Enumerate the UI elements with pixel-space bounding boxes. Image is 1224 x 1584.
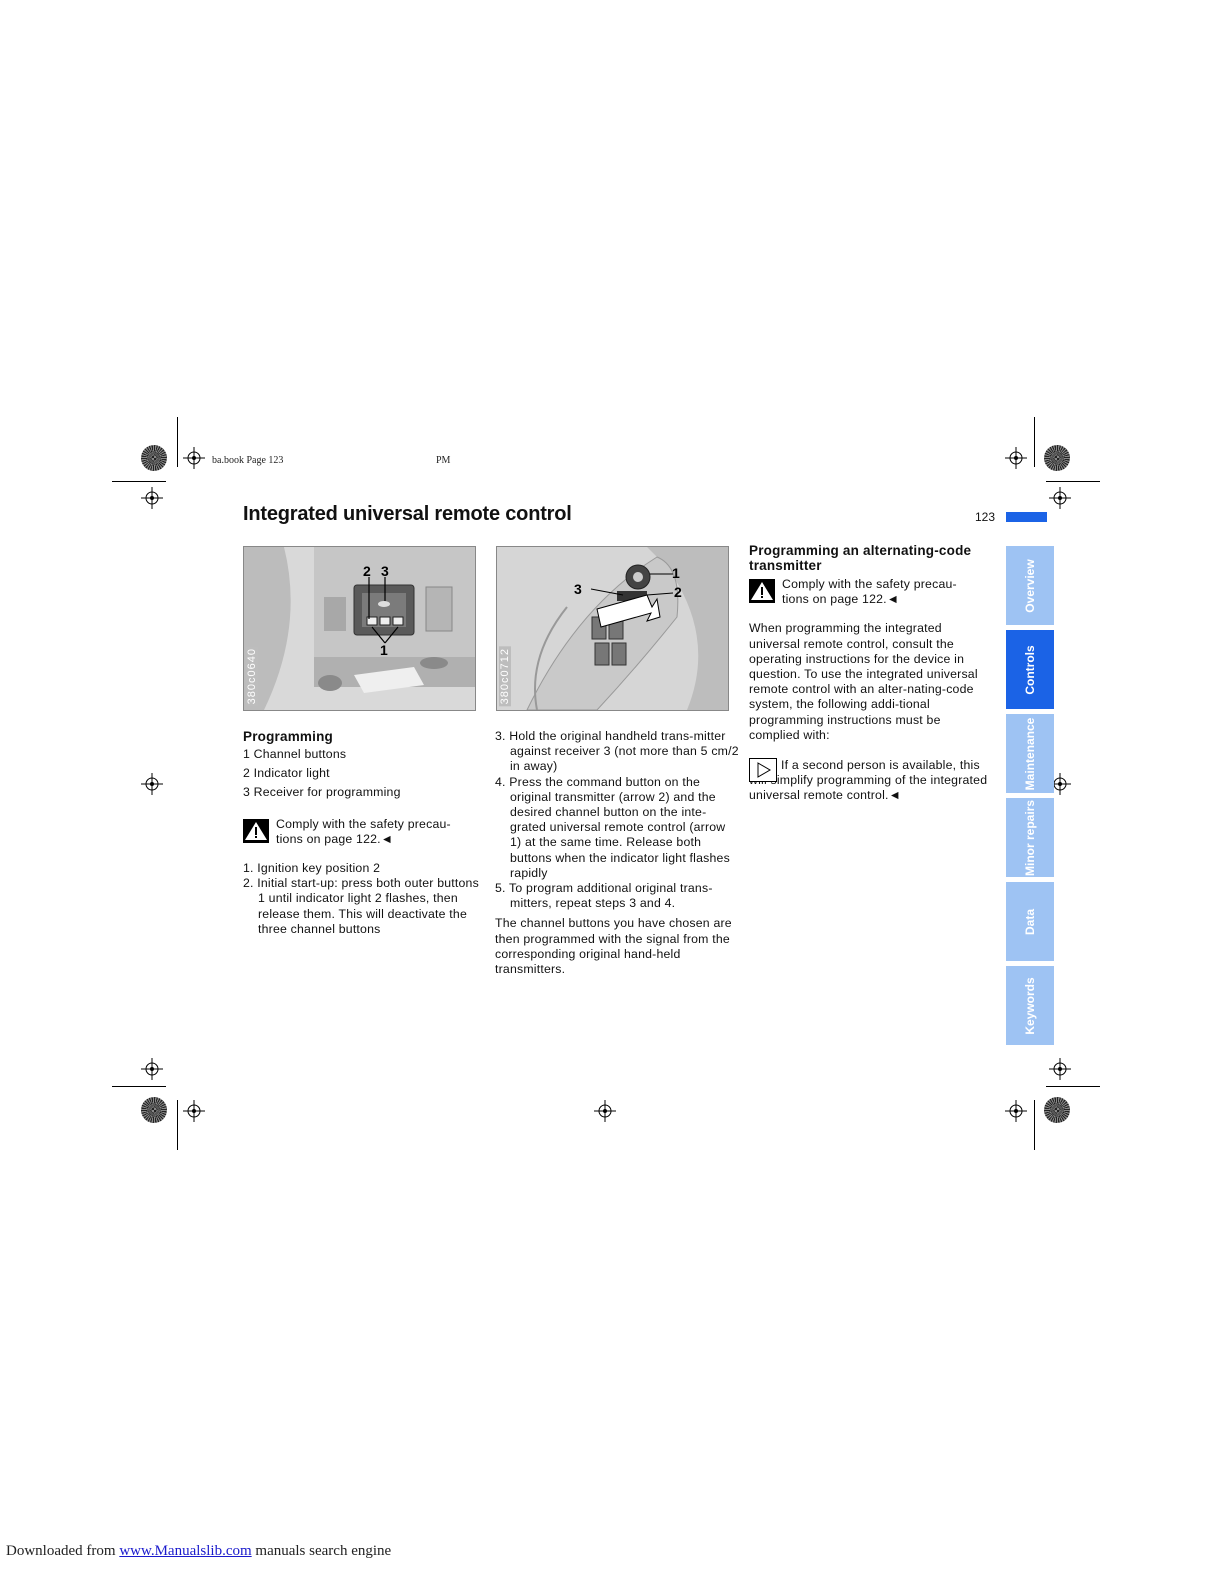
door-transmitter-illustration: [497, 547, 728, 710]
note-block: [749, 758, 993, 804]
body-paragraph: The channel buttons you have chosen are then programmed with the signal from the corresponding original hand-held transmitters.: [495, 916, 732, 977]
column-1: [243, 729, 483, 937]
registration-mark-icon: [183, 1100, 205, 1122]
step-item: 4. Press the command button on the original transmitter (arrow 2) and the desired channel button on the inte-grated universal remote control (arrow 1) at the same time. Release both buttons when the indicator light flashes rapidly: [495, 774, 730, 880]
figure-code: 380c0712: [499, 647, 511, 704]
registration-mark-icon: [1049, 1058, 1071, 1080]
tab-maintenance[interactable]: [1006, 714, 1054, 793]
legend-item: 3 Receiver for programming: [243, 785, 401, 800]
footer-suffix: manuals search engine: [251, 1543, 392, 1559]
warning-block: [243, 817, 483, 847]
footer-link[interactable]: www.Manualslib.com: [119, 1543, 252, 1559]
tab-overview[interactable]: [1006, 546, 1054, 625]
warning-block: [749, 577, 993, 607]
tab-data[interactable]: [1006, 882, 1054, 961]
color-rosette-icon: [141, 445, 167, 471]
legend-item: 2 Indicator light: [243, 766, 330, 781]
tab-controls[interactable]: [1006, 630, 1054, 709]
warning-icon: [749, 579, 775, 603]
page-title: Integrated universal remote control: [243, 503, 572, 525]
step-item: 5. To program additional original trans-mitters, repeat steps 3 and 4.: [495, 881, 713, 911]
callout-3: 3: [381, 563, 389, 579]
print-file-label: ba.book Page 123: [212, 455, 284, 466]
section-heading: Programming: [243, 729, 333, 744]
tab-label: Keywords: [1023, 976, 1037, 1035]
tab-keywords[interactable]: [1006, 966, 1054, 1045]
footer-prefix: Downloaded from: [6, 1543, 120, 1559]
tab-label: Controls: [1023, 644, 1037, 695]
page-number-bar: [1006, 512, 1047, 522]
color-rosette-icon: [1044, 445, 1070, 471]
figure-overhead-console: [243, 546, 476, 711]
footer: [6, 1543, 391, 1560]
warning-text: Comply with the safety precau-tions on page 122.◄: [276, 816, 451, 846]
legend-item: 1 Channel buttons: [243, 747, 347, 761]
callout-3: 3: [574, 581, 582, 597]
note-arrow-icon: [749, 758, 777, 782]
tab-label: Minor repairs: [1023, 799, 1037, 876]
color-rosette-icon: [1044, 1097, 1070, 1123]
registration-mark-icon: [594, 1100, 616, 1122]
registration-mark-icon: [141, 773, 163, 795]
step-item: 1. Ignition key position 2: [243, 861, 381, 876]
registration-mark-icon: [141, 487, 163, 509]
column-3: [749, 543, 993, 804]
registration-mark-icon: [183, 447, 205, 469]
overhead-console-illustration: [244, 547, 475, 710]
tab-label: Overview: [1023, 558, 1037, 613]
callout-2: 2: [674, 584, 682, 600]
tab-minor-repairs[interactable]: [1006, 798, 1054, 877]
warning-icon: [243, 819, 269, 843]
figure-code: 380c0640: [246, 647, 258, 704]
registration-mark-icon: [1005, 447, 1027, 469]
step-item: 3. Hold the original handheld trans-mitter against receiver 3 (not more than 5 cm/2 in away): [495, 729, 739, 774]
callout-1: 1: [380, 642, 388, 658]
warning-text: Comply with the safety precau-tions on page 122.◄: [782, 577, 957, 607]
page-number: 123: [975, 510, 996, 524]
figure-door-transmitter: [496, 546, 729, 711]
registration-mark-icon: [141, 1058, 163, 1080]
section-heading: Programming an alternating-code transmitter: [749, 543, 972, 573]
print-time-label: PM: [436, 455, 451, 466]
registration-mark-icon: [1049, 487, 1071, 509]
callout-1: 1: [672, 565, 680, 581]
registration-mark-icon: [1005, 1100, 1027, 1122]
body-paragraph: When programming the integrated universal remote control, consult the operating instructions for the device in question. To use the integrated universal remote control with an alter-nating-code system, the following addi-tional programming instructions must be complied with:: [749, 621, 978, 742]
note-text: If a second person is available, this will simplify programming of the integrated universal remote control.◄: [749, 758, 988, 803]
column-2: [495, 729, 739, 977]
tab-label: Data: [1023, 908, 1037, 935]
callout-2: 2: [363, 563, 371, 579]
color-rosette-icon: [141, 1097, 167, 1123]
step-item: 2. Initial start-up: press both outer buttons 1 until indicator light 2 flashes, then release them. This will deactivate the three channel buttons: [243, 876, 479, 936]
tab-label: Maintenance: [1023, 717, 1037, 790]
